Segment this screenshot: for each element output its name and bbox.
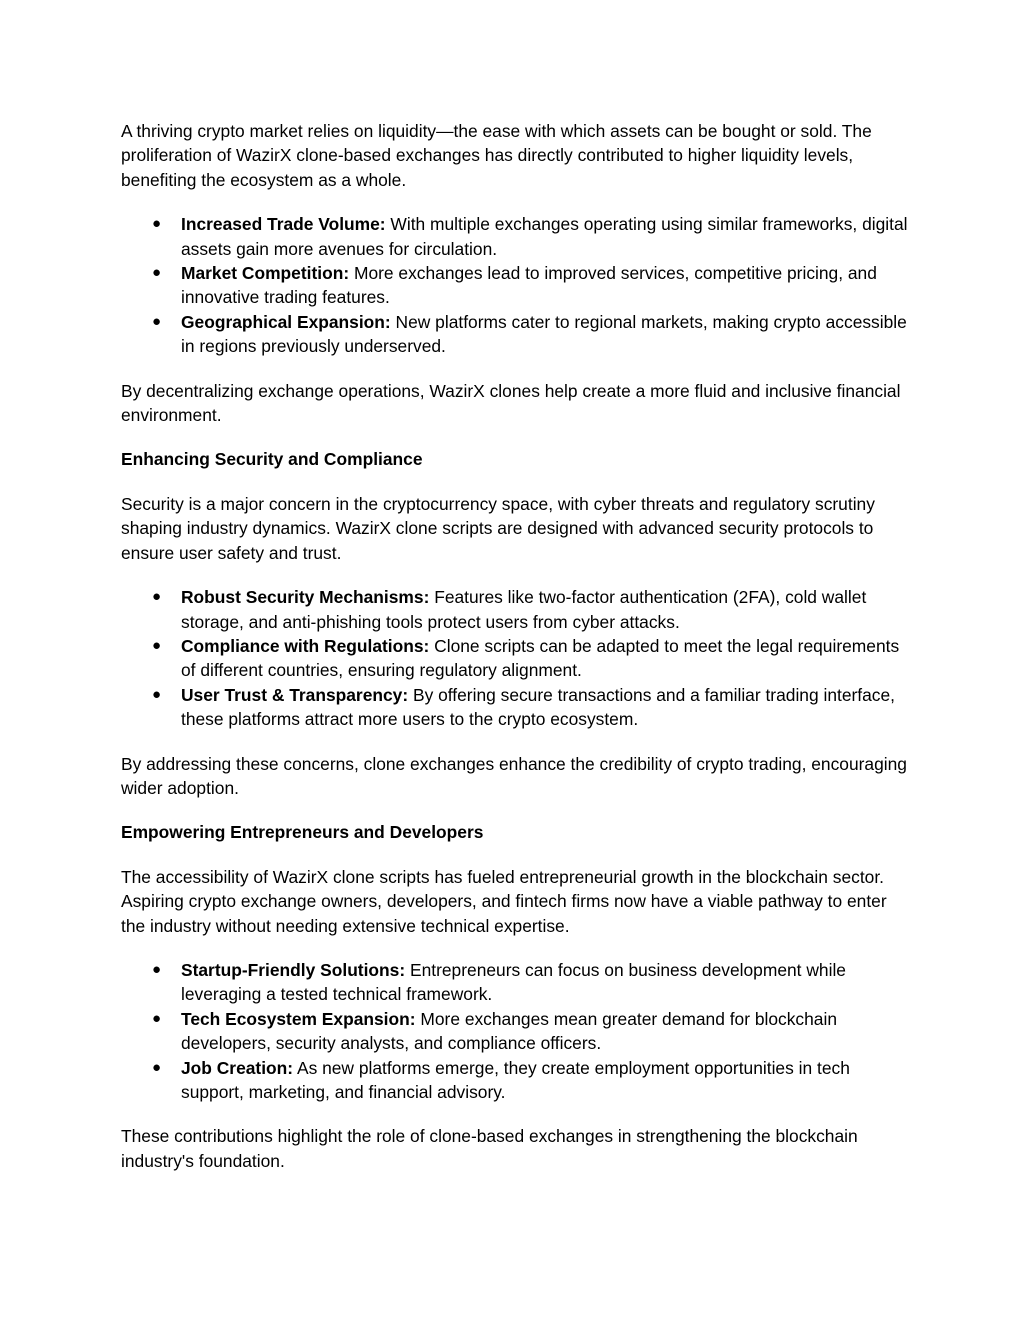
bullet-text: More exchanges lead to improved services, competitive pricing, and innovative trading features.	[181, 263, 877, 308]
liquidity-bullet-list	[121, 212, 911, 358]
list-item	[121, 585, 911, 634]
list-item	[121, 212, 911, 261]
entrepreneurs-conclusion-paragraph: These contributions highlight the role of clone-based exchanges in strengthening the blockchain industry's foundation.	[121, 1126, 858, 1171]
bullet-term: Compliance with Regulations:	[181, 635, 430, 656]
document-page	[121, 119, 911, 1193]
bullet-text: New platforms cater to regional markets, making crypto accessible in regions previously underserved.	[181, 311, 907, 357]
bullet-text: Clone scripts can be adapted to meet the legal requirements of different countries, ensuring regulatory alignment.	[181, 635, 900, 681]
bullet-icon: ●	[152, 1058, 162, 1076]
list-item	[121, 1056, 911, 1105]
bullet-icon: ●	[152, 636, 162, 654]
list-item	[121, 310, 911, 359]
bullet-term: User Trust & Transparency:	[181, 684, 409, 705]
bullet-term: Increased Trade Volume:	[181, 214, 386, 235]
security-section-heading: Enhancing Security and Compliance	[121, 449, 423, 470]
bullet-icon: ●	[152, 960, 162, 978]
bullet-text: Features like two-factor authentication (2FA), cold wallet storage, and anti-phishing tools protect users from cyber attacks.	[181, 587, 867, 632]
bullet-term: Job Creation:	[181, 1057, 294, 1078]
liquidity-intro-paragraph: A thriving crypto market relies on liquidity—the ease with which assets can be bought or sold. The proliferation of WazirX clone-based exchanges has directly contributed to higher liquidity levels, benefiting the ecosystem as a whole.	[121, 121, 872, 190]
bullet-text: More exchanges mean greater demand for blockchain developers, security analysts, and compliance officers.	[181, 1008, 838, 1054]
bullet-icon: ●	[152, 264, 162, 282]
bullet-term: Startup-Friendly Solutions:	[181, 959, 406, 980]
list-item	[121, 1007, 911, 1056]
entrepreneurs-bullet-list	[121, 958, 911, 1104]
bullet-icon: ●	[152, 685, 162, 703]
entrepreneurs-intro-paragraph: The accessibility of WazirX clone scripts has fueled entrepreneurial growth in the blockchain sector. Aspiring crypto exchange owners, developers, and fintech firms now have a viable pathway to enter the industry without needing extensive technical expertise.	[121, 866, 887, 936]
list-item	[121, 634, 911, 683]
entrepreneurs-section-heading: Empowering Entrepreneurs and Developers	[121, 822, 484, 843]
bullet-term: Robust Security Mechanisms:	[181, 587, 430, 608]
liquidity-conclusion-paragraph: By decentralizing exchange operations, WazirX clones help create a more fluid and inclusive financial environment.	[121, 380, 901, 426]
bullet-term: Geographical Expansion:	[181, 311, 391, 332]
security-bullet-list	[121, 585, 911, 731]
bullet-icon: ●	[152, 312, 162, 330]
bullet-icon: ●	[152, 215, 162, 233]
bullet-text: As new platforms emerge, they create employment opportunities in tech support, marketing, and financial advisory.	[181, 1057, 850, 1102]
bullet-icon: ●	[152, 588, 162, 606]
list-item	[121, 958, 911, 1007]
list-item	[121, 261, 911, 310]
bullet-term: Tech Ecosystem Expansion:	[181, 1008, 416, 1029]
bullet-text: Entrepreneurs can focus on business development while leveraging a tested technical framework.	[181, 959, 846, 1005]
bullet-text: With multiple exchanges operating using similar frameworks, digital assets gain more avenues for circulation.	[181, 214, 908, 259]
list-item	[121, 683, 911, 732]
bullet-term: Market Competition:	[181, 263, 350, 284]
security-conclusion-paragraph: By addressing these concerns, clone exchanges enhance the credibility of crypto trading, encouraging wider adoption.	[121, 753, 907, 798]
bullet-text: By offering secure transactions and a familiar trading interface, these platforms attract more users to the crypto ecosystem.	[181, 684, 896, 730]
security-intro-paragraph: Security is a major concern in the cryptocurrency space, with cyber threats and regulatory scrutiny shaping industry dynamics. WazirX clone scripts are designed with advanced security protocols to ensure user safety and trust.	[121, 493, 875, 563]
bullet-icon: ●	[152, 1009, 162, 1027]
